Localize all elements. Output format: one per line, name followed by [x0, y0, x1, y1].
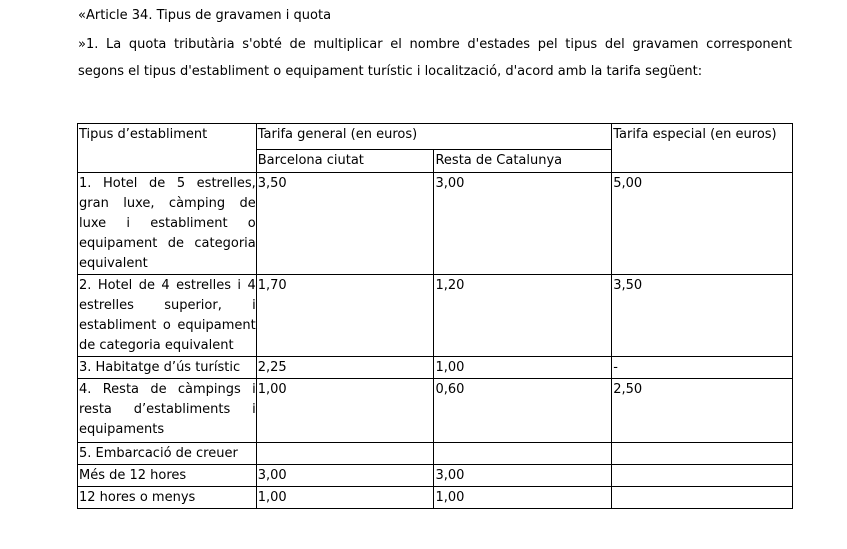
- cell-barcelona: [256, 443, 434, 465]
- table-row: [78, 173, 793, 275]
- cell-barcelona: 1,70: [256, 275, 434, 357]
- header-general-tariff: Tarifa general (en euros): [256, 124, 611, 150]
- cell-barcelona: 3,00: [256, 465, 434, 487]
- cell-type: 4. Resta de càmpings i resta d’establiments i equipaments: [78, 379, 257, 443]
- table-row: [78, 275, 793, 357]
- cell-rest: 3,00: [434, 465, 612, 487]
- cell-barcelona: 1,00: [256, 487, 434, 509]
- header-rest-of-catalonia: Resta de Catalunya: [434, 150, 612, 173]
- cell-special: 3,50: [612, 275, 793, 357]
- cell-rest: 1,00: [434, 487, 612, 509]
- cell-rest: [434, 443, 612, 465]
- article-paragraph: »1. La quota tributària s'obté de multiplicar el nombre d'estades pel tipus del gravamen corresponent segons el tipus d'establiment o equipament turístic i localització, d'acord amb la tarifa següent:: [78, 37, 792, 79]
- cell-barcelona: 2,25: [256, 357, 434, 379]
- table-row: [78, 443, 793, 465]
- cell-rest: 3,00: [434, 173, 612, 275]
- cell-barcelona: 1,00: [256, 379, 434, 443]
- cell-barcelona: 3,50: [256, 173, 434, 275]
- cell-type: 3. Habitatge d’ús turístic: [78, 357, 257, 379]
- table-row: [78, 379, 793, 443]
- tariff-table: [77, 123, 793, 509]
- cell-special: [612, 487, 793, 509]
- cell-rest: 1,20: [434, 275, 612, 357]
- article-heading: «Article 34. Tipus de gravamen i quota: [78, 8, 332, 23]
- cell-type: 1. Hotel de 5 estrelles, gran luxe, càmping de luxe i establiment o equipament de categoria equivalent: [78, 173, 257, 275]
- cell-rest: 1,00: [434, 357, 612, 379]
- header-barcelona-city: Barcelona ciutat: [256, 150, 434, 173]
- header-special-tariff: Tarifa especial (en euros): [612, 124, 793, 173]
- table-row: [78, 487, 793, 509]
- header-establishment-type: Tipus d’establiment: [78, 124, 257, 173]
- table-header-row: [78, 124, 793, 150]
- cell-rest: 0,60: [434, 379, 612, 443]
- cell-special: 5,00: [612, 173, 793, 275]
- cell-type: Més de 12 hores: [78, 465, 257, 487]
- table-row: [78, 357, 793, 379]
- table-row: [78, 465, 793, 487]
- cell-special: [612, 465, 793, 487]
- cell-type: 2. Hotel de 4 estrelles i 4 estrelles superior, i establiment o equipament de categoria equivalent: [78, 275, 257, 357]
- cell-special: -: [612, 357, 793, 379]
- cell-special: [612, 443, 793, 465]
- cell-type: 5. Embarcació de creuer: [78, 443, 257, 465]
- cell-special: 2,50: [612, 379, 793, 443]
- article-text: [78, 0, 792, 85]
- cell-type: 12 hores o menys: [78, 487, 257, 509]
